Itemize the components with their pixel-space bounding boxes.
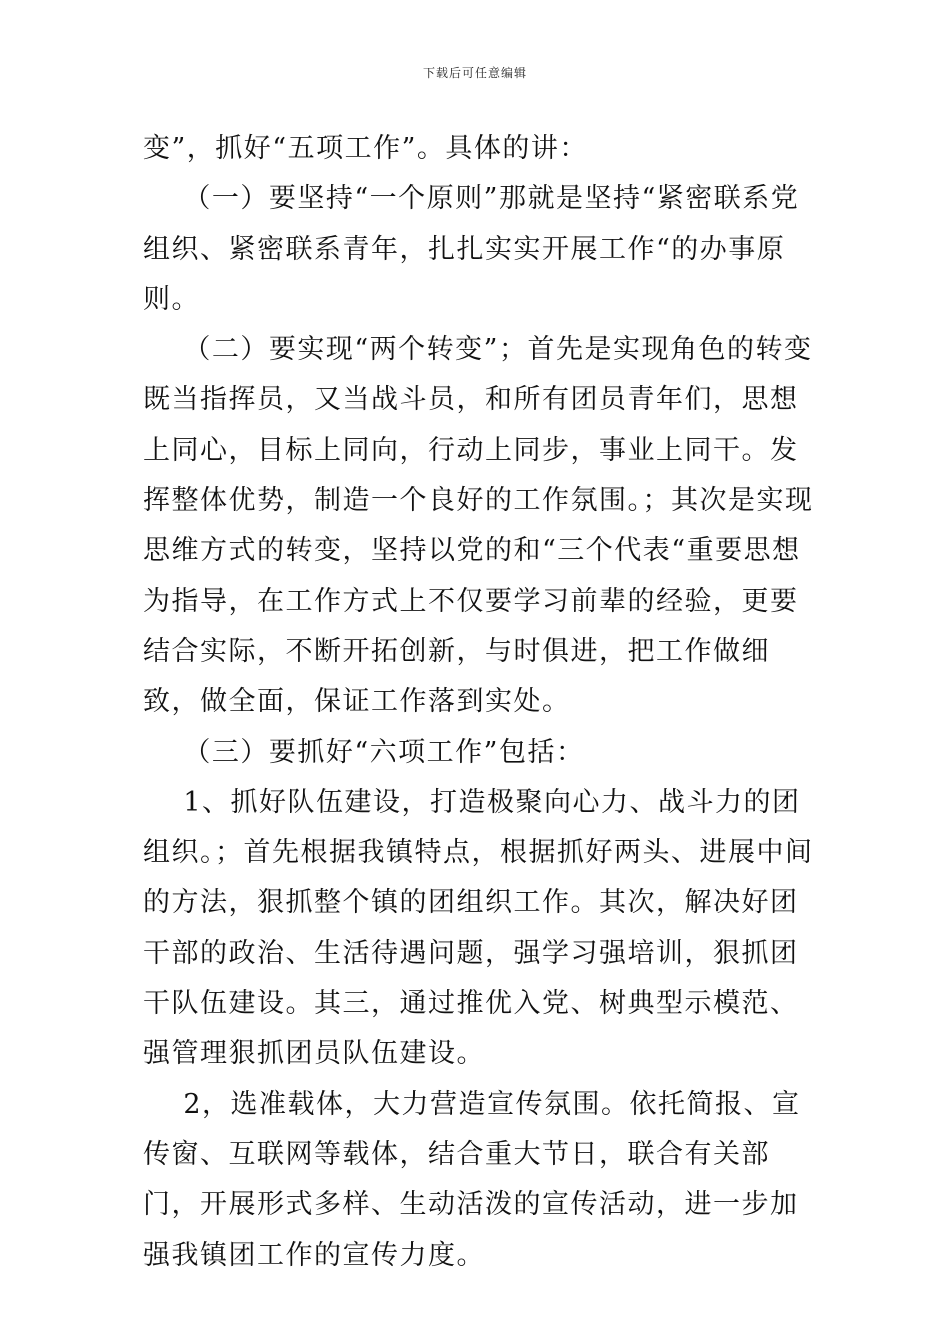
paragraph-1: 变”，抓好“五项工作”。具体的讲： [143, 133, 588, 164]
header-note: 下载后可任意编辑 [422, 66, 527, 80]
paragraph-6: 2，选准载体，大力营造宣传氛围。依托简报、宣传窗、互联网等载体，结合重大节日，联合有关部门，开展形式多样、生动活泼的宣传活动，进一步加强我镇团工作的宣传力度。 [143, 1088, 801, 1271]
paragraph-4: （三）要抓好“六项工作”包括： [143, 736, 585, 768]
paragraph-3: （二）要实现“两个转变”；首先是实现角色的转变既当指挥员，又当战斗员，和所有团员青年们，思想上同心，目标上同向，行动上同步，事业上同干。发挥整体优势，制造一个良好的工作氛围。；其次是实现思维方式的转变，坚持以党的和“三个代表“重要思想为指导，在工作方式上不仅要学习前辈的经验，更要结合实际，不断开拓创新，与时俱进，把工作做细致，做全面，保证工作落到实处。 [143, 334, 814, 718]
paragraph-5: 1、抓好队伍建设，打造极聚向心力、战斗力的团组织。；首先根据我镇特点，根据抓好两头、进展中间的方法，狠抓整个镇的团组织工作。其次，解决好团干部的政治、生活待遇问题，强学习强培训，狠抓团干队伍建设。其三，通过推优入党、树典型示模范、强管理狠抓团员队伍建设。 [143, 786, 814, 1070]
paragraph-2: （一）要坚持“一个原则”那就是坚持“紧密联系党组织、紧密联系青年，扎扎实实开展工作“的办事原则。 [143, 183, 800, 315]
document-body [143, 124, 823, 1281]
